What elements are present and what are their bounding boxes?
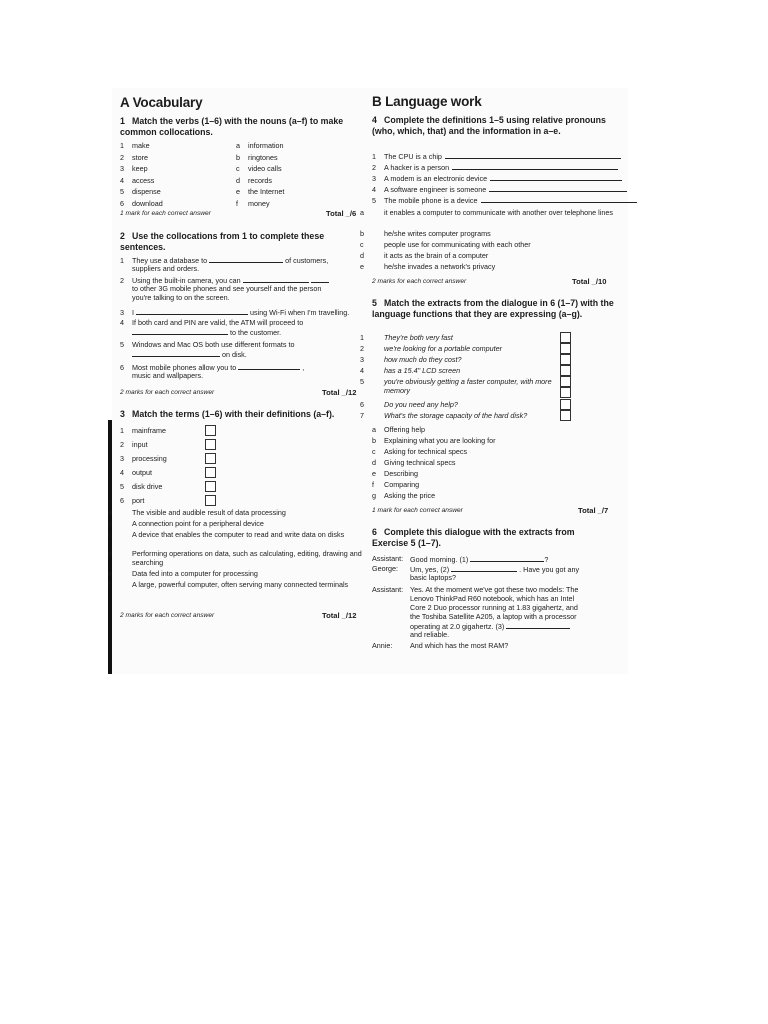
ex2-item-2-cont: to other 3G mobile phones and see yourself and the person — [132, 284, 322, 293]
ex3-answer-box[interactable] — [205, 481, 216, 492]
ex5-total: Total _/7 — [578, 506, 609, 515]
dialogue-line-3-cont: and reliable. — [410, 630, 450, 639]
ex2-item-3: 3 I using Wi-Fi when I'm travelling. — [120, 308, 350, 317]
ex4-info-item: a it enables a computer to communicate with another over telephone lines — [360, 208, 613, 217]
ex5-function: a Offering help — [372, 425, 426, 434]
ex1-instruction: 1 Match the verbs (1–6) with the nouns (a–f) to make common collocations. — [120, 116, 344, 137]
section-a-title: A Vocabulary — [120, 95, 203, 110]
ex1-verb: 2 store — [120, 152, 148, 162]
dialogue-line-1: Good morning. (1) ? — [410, 555, 549, 564]
ex2-item-6-cont: music and wallpapers. — [132, 371, 204, 380]
ex4-info-item: c people use for communicating with each other — [360, 240, 531, 249]
ex3-answer-box[interactable] — [205, 439, 216, 450]
ex5-answer-box[interactable] — [560, 410, 571, 421]
ex4-item: 2 A hacker is a person — [372, 163, 618, 173]
ex5-marks: 1 mark for each correct answer — [372, 507, 463, 514]
dialogue-speaker: George: — [372, 564, 398, 573]
ex4-info-item: e he/she invades a network's privacy — [360, 262, 496, 271]
dialogue-line-3: Yes. At the moment we've got these two models: The — [410, 585, 579, 594]
ex3-answer-box[interactable] — [205, 467, 216, 478]
ex1-noun: a information — [236, 141, 284, 150]
ex5-answer-box[interactable] — [560, 365, 571, 376]
ex1-verb: 1 make — [120, 141, 150, 150]
ex3-term: 4 output — [120, 468, 152, 477]
ex3-definition: d Performing operations on data, such as calculating, editing, drawing and searching — [108, 549, 362, 567]
ex2-item-2-cont2: you're talking to on the screen. — [132, 293, 230, 302]
ex5-extract: 2 we're looking for a portable computer — [360, 344, 503, 353]
ex4-item: 5 The mobile phone is a device — [372, 196, 637, 206]
worksheet-page — [108, 88, 628, 674]
ex3-definition: f A large, powerful computer, often serving many connected terminals — [108, 580, 349, 589]
dialogue-line-3-cont: Core 2 Duo processor running at 1.83 gigahertz, and — [410, 603, 578, 612]
dialogue-speaker: Annie: — [372, 641, 393, 650]
ex4-info-item: d it acts as the brain of a computer — [360, 251, 489, 260]
ex1-noun: f money — [236, 198, 270, 208]
ex2-item-5: 5 Windows and Mac OS both use different formats to — [120, 340, 295, 349]
ex4-total: Total _/10 — [572, 277, 607, 286]
ex2-instruction: 2 Use the collocations from 1 to complete these sentences. — [120, 231, 325, 252]
ex1-noun: d records — [236, 175, 272, 185]
ex2-item-4-cont: to the customer. — [132, 328, 281, 338]
ex1-verb: 3 keep — [120, 164, 148, 173]
ex2-item-2: 2 Using the built-in camera, you can — [120, 276, 329, 286]
ex5-extract: 4 has a 15.4" LCD screen — [360, 366, 461, 375]
ex2-item-1: 1 They use a database to of customers, — [120, 256, 329, 265]
ex2-item-5-cont: on disk. — [132, 350, 247, 360]
ex4-instruction: 4 Complete the definitions 1–5 using relative pronouns (who, which, that) and the information in a–e. — [372, 115, 606, 136]
ex3-term: 5 disk drive — [120, 482, 163, 491]
ex2-total: Total _/12 — [322, 388, 357, 397]
ex6-instruction: 6 Complete this dialogue with the extracts from Exercise 5 (1–7). — [372, 527, 575, 548]
dialogue-line-2-cont: basic laptops? — [410, 573, 456, 582]
ex5-extract: 5 you're obviously getting a faster computer, with more memory — [360, 377, 552, 395]
dialogue-line-3-cont: Lenovo ThinkPad R60 notebook, which has an Intel — [410, 594, 575, 603]
ex5-function: d Giving technical specs — [372, 458, 456, 467]
ex3-term: 3 processing — [120, 454, 167, 463]
ex2-item-1-cont: suppliers and orders. — [132, 264, 200, 273]
ex2-item-4: 4 If both card and PIN are valid, the ATM will proceed to — [120, 318, 304, 327]
ex5-function: e Describing — [372, 469, 418, 478]
ex5-extract: 6 Do you need any help? — [360, 400, 458, 409]
ex4-info-item: b he/she writes computer programs — [360, 229, 491, 238]
ex5-answer-box[interactable] — [560, 354, 571, 365]
ex4-item: 4 A software engineer is someone — [372, 185, 627, 195]
dialogue-line-3-cont: the Toshiba Satellite A205, a laptop with a processor — [410, 612, 577, 621]
ex5-answer-box[interactable] — [560, 343, 571, 354]
ex5-function: b Explaining what you are looking for — [372, 436, 496, 445]
ex5-answer-box[interactable] — [560, 387, 571, 398]
ex3-definition: e Data fed into a computer for processing — [108, 569, 258, 578]
ex3-answer-box[interactable] — [205, 495, 216, 506]
ex5-extract: 7 What's the storage capacity of the hard disk? — [360, 411, 528, 420]
ex5-extract: 3 how much do they cost? — [360, 355, 462, 364]
ex4-marks: 2 marks for each correct answer — [372, 278, 467, 285]
ex3-total: Total _/12 — [322, 611, 357, 620]
ex3-term: 2 input — [120, 440, 148, 449]
ex3-definition: c A device that enables the computer to read and write data on disks — [108, 530, 345, 539]
ex3-definition: b A connection point for a peripheral device — [108, 519, 264, 528]
ex3-answer-box[interactable] — [205, 453, 216, 464]
ex3-term: 6 port — [120, 496, 145, 505]
dialogue-speaker: Assistant: — [372, 585, 404, 594]
ex1-verb: 6 download — [120, 198, 163, 208]
ex5-function: g Asking the price — [372, 491, 436, 500]
ex1-noun: c video calls — [236, 164, 282, 173]
ex1-verb: 4 access — [120, 175, 155, 185]
ex5-function: f Comparing — [372, 480, 420, 489]
ex5-extract: 1 They're both very fast — [360, 333, 453, 342]
dialogue-line-4: And which has the most RAM? — [410, 641, 509, 650]
ex3-marks: 2 marks for each correct answer — [120, 612, 215, 619]
ex3-answer-box[interactable] — [205, 425, 216, 436]
dialogue-speaker: Assistant: — [372, 554, 404, 563]
ex1-noun: e the Internet — [236, 187, 285, 196]
ex5-function: c Asking for technical specs — [372, 447, 468, 456]
section-b-title: B Language work — [372, 94, 482, 109]
dialogue-line-3-cont: operating at 2.0 gigahertz. (3) — [410, 622, 570, 632]
ex3-instruction: 3 Match the terms (1–6) with their definitions (a–f). — [120, 409, 335, 419]
dialogue-line-2: Um, yes, (2) . Have you got any — [410, 565, 580, 574]
ex4-item: 3 A modem is an electronic device — [372, 174, 622, 184]
ex5-answer-box[interactable] — [560, 399, 571, 410]
ex1-verb: 5 dispense — [120, 187, 161, 196]
ex5-answer-box[interactable] — [560, 332, 571, 343]
ex5-instruction: 5 Match the extracts from the dialogue in 6 (1–7) with the language functions that they are expressing (a–g). — [372, 298, 614, 319]
ex1-marks: 1 mark for each correct answer — [120, 210, 211, 217]
ex2-item-6: 6 Most mobile phones allow you to , — [120, 363, 305, 372]
ex1-noun: b ringtones — [236, 152, 278, 162]
ex3-definition: a The visible and audible result of data processing — [108, 508, 286, 517]
ex5-answer-box[interactable] — [560, 376, 571, 387]
ex1-total: Total _/6 — [326, 209, 357, 218]
ex4-item: 1 The CPU is a chip — [372, 152, 621, 162]
ex2-marks: 2 marks for each correct answer — [120, 389, 215, 396]
ex3-term: 1 mainframe — [120, 426, 166, 435]
